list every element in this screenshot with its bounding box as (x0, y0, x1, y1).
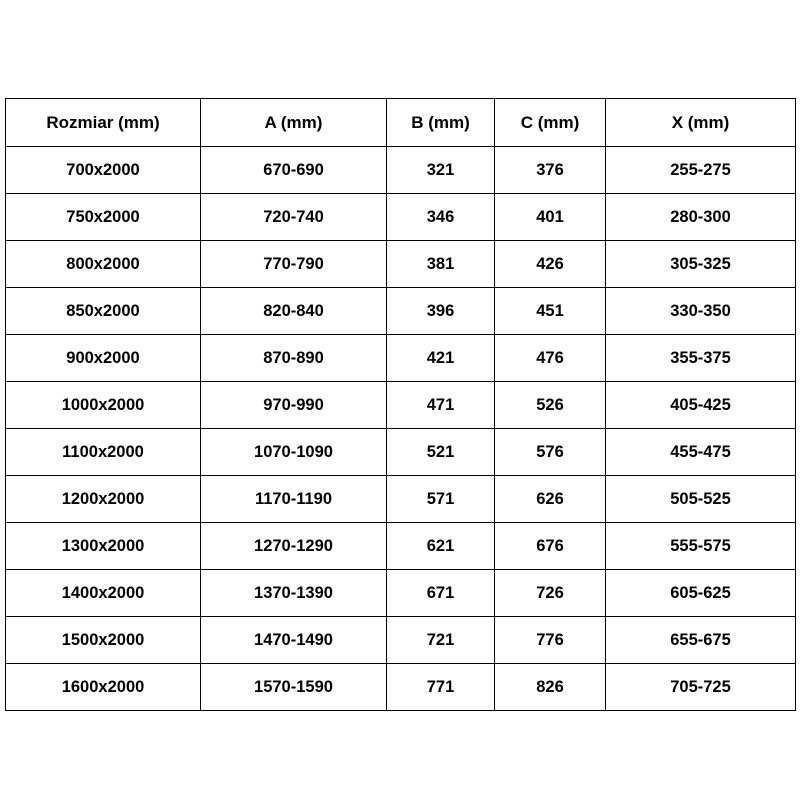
cell-b: 421 (387, 335, 495, 382)
cell-a: 1470-1490 (201, 617, 387, 664)
column-header-b: B (mm) (387, 99, 495, 147)
cell-x: 330-350 (606, 288, 796, 335)
cell-c: 826 (495, 664, 606, 711)
cell-b: 396 (387, 288, 495, 335)
cell-b: 721 (387, 617, 495, 664)
cell-size: 800x2000 (6, 241, 201, 288)
cell-x: 655-675 (606, 617, 796, 664)
cell-a: 1370-1390 (201, 570, 387, 617)
cell-a: 1070-1090 (201, 429, 387, 476)
cell-b: 381 (387, 241, 495, 288)
cell-a: 770-790 (201, 241, 387, 288)
column-header-rozmiar: Rozmiar (mm) (6, 99, 201, 147)
cell-c: 451 (495, 288, 606, 335)
cell-a: 670-690 (201, 147, 387, 194)
cell-x: 505-525 (606, 476, 796, 523)
cell-size: 1600x2000 (6, 664, 201, 711)
cell-b: 471 (387, 382, 495, 429)
cell-x: 705-725 (606, 664, 796, 711)
cell-x: 605-625 (606, 570, 796, 617)
cell-b: 571 (387, 476, 495, 523)
table-row (6, 241, 796, 288)
cell-a: 720-740 (201, 194, 387, 241)
cell-b: 346 (387, 194, 495, 241)
table-row (6, 523, 796, 570)
table-row (6, 147, 796, 194)
cell-a: 870-890 (201, 335, 387, 382)
cell-b: 321 (387, 147, 495, 194)
table-header (6, 99, 796, 147)
size-table-container (5, 98, 795, 711)
cell-b: 521 (387, 429, 495, 476)
cell-a: 970-990 (201, 382, 387, 429)
cell-x: 455-475 (606, 429, 796, 476)
size-table (5, 98, 796, 711)
cell-size: 900x2000 (6, 335, 201, 382)
cell-x: 555-575 (606, 523, 796, 570)
cell-size: 1200x2000 (6, 476, 201, 523)
column-header-c: C (mm) (495, 99, 606, 147)
cell-c: 376 (495, 147, 606, 194)
table-row (6, 288, 796, 335)
column-header-a: A (mm) (201, 99, 387, 147)
cell-x: 305-325 (606, 241, 796, 288)
table-row (6, 429, 796, 476)
cell-c: 626 (495, 476, 606, 523)
cell-x: 405-425 (606, 382, 796, 429)
cell-size: 1100x2000 (6, 429, 201, 476)
table-row (6, 335, 796, 382)
cell-size: 750x2000 (6, 194, 201, 241)
cell-a: 1570-1590 (201, 664, 387, 711)
cell-c: 676 (495, 523, 606, 570)
cell-a: 1270-1290 (201, 523, 387, 570)
table-row (6, 664, 796, 711)
cell-c: 726 (495, 570, 606, 617)
cell-c: 526 (495, 382, 606, 429)
column-header-x: X (mm) (606, 99, 796, 147)
cell-c: 776 (495, 617, 606, 664)
cell-size: 1400x2000 (6, 570, 201, 617)
table-row (6, 194, 796, 241)
cell-x: 280-300 (606, 194, 796, 241)
table-row (6, 382, 796, 429)
table-header-row (6, 99, 796, 147)
table-row (6, 617, 796, 664)
cell-a: 1170-1190 (201, 476, 387, 523)
cell-c: 576 (495, 429, 606, 476)
cell-size: 700x2000 (6, 147, 201, 194)
cell-size: 1300x2000 (6, 523, 201, 570)
cell-size: 850x2000 (6, 288, 201, 335)
table-row (6, 476, 796, 523)
cell-b: 621 (387, 523, 495, 570)
cell-x: 255-275 (606, 147, 796, 194)
cell-size: 1500x2000 (6, 617, 201, 664)
cell-c: 476 (495, 335, 606, 382)
cell-x: 355-375 (606, 335, 796, 382)
cell-a: 820-840 (201, 288, 387, 335)
table-row (6, 570, 796, 617)
cell-c: 426 (495, 241, 606, 288)
cell-size: 1000x2000 (6, 382, 201, 429)
cell-b: 771 (387, 664, 495, 711)
cell-b: 671 (387, 570, 495, 617)
table-body (6, 147, 796, 711)
cell-c: 401 (495, 194, 606, 241)
